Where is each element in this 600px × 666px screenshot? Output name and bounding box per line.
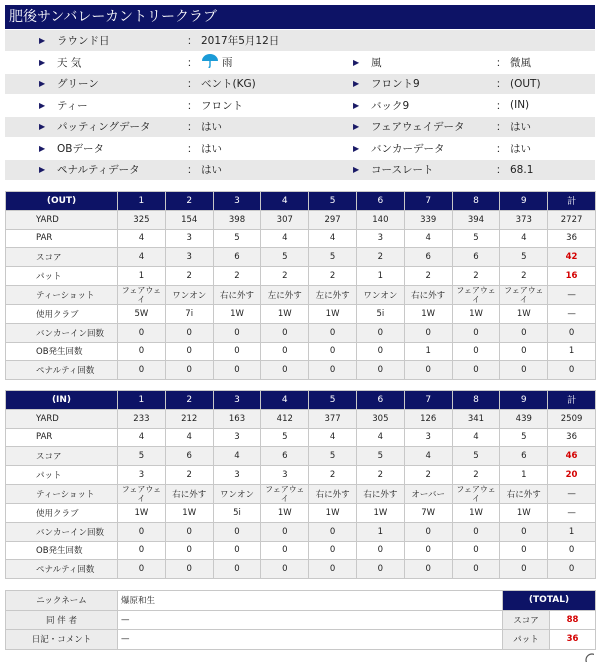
back9-label: バック9	[371, 95, 496, 117]
hole-cell: 1W	[309, 304, 357, 323]
hole-cell: 0	[118, 342, 166, 361]
hole-cell: 右に外す	[309, 484, 357, 503]
bullet-icon: ▶	[353, 95, 371, 117]
hole-cell: 左に外す	[309, 285, 357, 304]
hole-cell: 1W	[261, 304, 309, 323]
hole-cell: 6	[452, 248, 500, 267]
bullet-icon: ▶	[5, 30, 57, 52]
hole-cell: 7W	[404, 503, 452, 522]
hole-cell: 0	[118, 522, 166, 541]
hole-number: 3	[213, 391, 261, 410]
row-label: ペナルティ回数	[6, 361, 118, 380]
hole-cell: 5	[309, 248, 357, 267]
hole-cell: 2	[165, 466, 213, 485]
hole-cell: 1	[404, 342, 452, 361]
hole-number: 5	[309, 192, 357, 211]
hole-cell: 0	[356, 323, 404, 342]
weather-label: 天 気	[57, 52, 187, 74]
hole-cell: 154	[165, 210, 213, 229]
fairway-data-label: フェアウェイデータ	[371, 116, 496, 138]
hole-cell: オーバー	[404, 484, 452, 503]
hole-cell: 0	[165, 323, 213, 342]
hole-cell: 5	[356, 447, 404, 466]
hole-cell: 右に外す	[213, 285, 261, 304]
hole-cell: 0	[261, 560, 309, 579]
hole-cell: 212	[165, 409, 213, 428]
hole-cell: 6	[261, 447, 309, 466]
hole-cell: 0	[452, 323, 500, 342]
hole-cell: 0	[309, 342, 357, 361]
hole-number: 7	[404, 192, 452, 211]
hole-cell: 0	[165, 361, 213, 380]
hole-cell: 0	[261, 522, 309, 541]
hole-cell: 0	[261, 361, 309, 380]
front9-label: フロント9	[371, 73, 496, 95]
row-total: 20	[548, 466, 596, 485]
row-label: OB発生回数	[6, 342, 118, 361]
tee-value: フロント	[201, 95, 353, 117]
table-row	[6, 409, 596, 428]
hole-cell: 2	[356, 466, 404, 485]
round-info-table: ▶ ラウンド日 ： 2017年5月12日 ▶ 天 気 ： 雨 ▶ 風 ： 微風 ▶ グリーン ： ベント(KG) ▶ フロント9 ： (OUT) ▶ ティー ： フロント ▶ バック9 ： (IN) ▶ パッティングデータ ： はい ▶ フェアウェイデータ ： はい ▶ OBデータ ： はい ▶ バンカーデータ ： はい ▶ ペナルティデータ ： はい ▶ コースレート ： 68.1	[5, 30, 595, 181]
row-total: —	[548, 285, 596, 304]
table-row	[6, 541, 596, 560]
hole-cell: 右に外す	[404, 285, 452, 304]
row-total: 36	[548, 229, 596, 248]
hole-cell: 0	[165, 541, 213, 560]
hole-cell: 0	[404, 522, 452, 541]
hole-cell: 3	[261, 466, 309, 485]
hole-cell: 1	[356, 522, 404, 541]
companion-label: 同 伴 者	[6, 610, 118, 630]
putting-data-value: はい	[201, 116, 353, 138]
diary-label: 日記・コメント	[6, 630, 118, 650]
hole-cell: 4	[404, 229, 452, 248]
total-column-header: 計	[548, 391, 596, 410]
hole-cell: 5	[261, 428, 309, 447]
row-total: 16	[548, 267, 596, 286]
hole-number: 5	[309, 391, 357, 410]
hole-cell: 0	[452, 361, 500, 380]
hole-number: 9	[500, 391, 548, 410]
bullet-icon: ▶	[5, 159, 57, 181]
hole-cell: ワンオン	[213, 484, 261, 503]
row-label: パット	[6, 466, 118, 485]
hole-cell: 1	[118, 267, 166, 286]
hole-cell: 5	[500, 428, 548, 447]
hole-cell: 394	[452, 210, 500, 229]
hole-number: 2	[165, 391, 213, 410]
hole-cell: 2	[309, 267, 357, 286]
row-label: OB発生回数	[6, 541, 118, 560]
row-total: 0	[548, 560, 596, 579]
bullet-icon: ▶	[353, 138, 371, 160]
hole-number: 9	[500, 192, 548, 211]
nickname-value: 爆原和生	[118, 591, 503, 611]
hole-cell: 0	[500, 342, 548, 361]
penalty-data-value: はい	[201, 159, 353, 181]
hole-cell: 1W	[500, 304, 548, 323]
table-row	[6, 248, 596, 267]
hole-cell: 4	[165, 428, 213, 447]
hole-cell: 5	[452, 229, 500, 248]
row-label: ペナルティ回数	[6, 560, 118, 579]
row-total: 2509	[548, 409, 596, 428]
hole-cell: 325	[118, 210, 166, 229]
row-label: PAR	[6, 428, 118, 447]
row-total: 0	[548, 323, 596, 342]
hole-cell: 126	[404, 409, 452, 428]
hole-cell: 6	[500, 447, 548, 466]
umbrella-icon	[201, 54, 219, 71]
hole-cell: 0	[118, 560, 166, 579]
course-title: 肥後サンバレーカントリークラブ	[5, 5, 595, 29]
course-rate-value: 68.1	[510, 159, 595, 181]
hole-number: 4	[261, 391, 309, 410]
hole-cell: 0	[213, 560, 261, 579]
hole-cell: 412	[261, 409, 309, 428]
hole-cell: 0	[213, 541, 261, 560]
hole-cell: 0	[309, 323, 357, 342]
hole-cell: ワンオン	[356, 285, 404, 304]
hole-cell: フェアウェイ	[500, 285, 548, 304]
hole-cell: 1W	[261, 503, 309, 522]
bunker-data-value: はい	[510, 138, 595, 160]
hole-cell: 0	[356, 342, 404, 361]
hole-cell: 140	[356, 210, 404, 229]
table-row	[6, 229, 596, 248]
hole-cell: 0	[500, 361, 548, 380]
corner-icon	[584, 647, 594, 657]
hole-cell: 4	[356, 428, 404, 447]
table-row	[6, 323, 596, 342]
in-scorecard	[5, 390, 596, 579]
hole-cell: 4	[118, 229, 166, 248]
hole-cell: 4	[213, 447, 261, 466]
bullet-icon: ▶	[5, 116, 57, 138]
hole-cell: 0	[500, 560, 548, 579]
hole-cell: 0	[165, 522, 213, 541]
row-label: バンカーイン回数	[6, 522, 118, 541]
wind-value: 微風	[510, 52, 595, 74]
table-row	[6, 304, 596, 323]
hole-cell: 1W	[452, 503, 500, 522]
hole-cell: 3	[165, 248, 213, 267]
row-total: 0	[548, 361, 596, 380]
bullet-icon: ▶	[353, 73, 371, 95]
hole-cell: 3	[404, 428, 452, 447]
hole-cell: フェアウェイ	[452, 484, 500, 503]
bullet-icon: ▶	[353, 159, 371, 181]
hole-cell: 0	[118, 323, 166, 342]
fairway-data-value: はい	[510, 116, 595, 138]
hole-cell: 0	[500, 323, 548, 342]
hole-cell: 2	[165, 267, 213, 286]
row-label: 使用クラブ	[6, 503, 118, 522]
hole-cell: 5	[500, 248, 548, 267]
hole-cell: 1W	[165, 503, 213, 522]
row-total: —	[548, 484, 596, 503]
hole-number: 6	[356, 192, 404, 211]
bullet-icon: ▶	[5, 73, 57, 95]
hole-cell: 2	[309, 466, 357, 485]
tee-label: ティー	[57, 95, 187, 117]
hole-cell: フェアウェイ	[261, 484, 309, 503]
hole-cell: 163	[213, 409, 261, 428]
hole-cell: 5	[118, 447, 166, 466]
hole-cell: ワンオン	[165, 285, 213, 304]
hole-cell: 377	[309, 409, 357, 428]
hole-cell: 341	[452, 409, 500, 428]
ob-data-label: OBデータ	[57, 138, 187, 160]
table-row	[6, 503, 596, 522]
hole-cell: 0	[309, 522, 357, 541]
row-label: パット	[6, 267, 118, 286]
hole-cell: 0	[452, 522, 500, 541]
diary-value: —	[118, 630, 503, 650]
hole-cell: 305	[356, 409, 404, 428]
row-label: バンカーイン回数	[6, 323, 118, 342]
hole-cell: 7i	[165, 304, 213, 323]
hole-cell: 右に外す	[165, 484, 213, 503]
row-total: 1	[548, 522, 596, 541]
round-date-value: 2017年5月12日	[201, 30, 353, 52]
bullet-icon: ▶	[5, 138, 57, 160]
row-total: 36	[548, 428, 596, 447]
hole-cell: 5	[213, 229, 261, 248]
table-row	[6, 361, 596, 380]
hole-cell: 2	[356, 248, 404, 267]
hole-cell: 0	[356, 560, 404, 579]
table-row	[6, 466, 596, 485]
hole-cell: 0	[452, 560, 500, 579]
hole-number: 3	[213, 192, 261, 211]
row-label: YARD	[6, 409, 118, 428]
total-putt-value: 36	[550, 630, 596, 650]
hole-number: 4	[261, 192, 309, 211]
row-total: —	[548, 503, 596, 522]
row-total: 46	[548, 447, 596, 466]
hole-cell: 2	[213, 267, 261, 286]
round-date-label: ラウンド日	[57, 30, 187, 52]
bullet-icon: ▶	[5, 52, 57, 74]
hole-number: 8	[452, 192, 500, 211]
hole-cell: 1	[356, 267, 404, 286]
row-total: 42	[548, 248, 596, 267]
hole-cell: 0	[309, 541, 357, 560]
hole-cell: 0	[356, 541, 404, 560]
hole-cell: 右に外す	[500, 484, 548, 503]
hole-cell: 4	[261, 229, 309, 248]
table-row	[6, 342, 596, 361]
wind-label: 風	[371, 52, 496, 74]
hole-cell: 4	[118, 428, 166, 447]
hole-cell: 3	[118, 466, 166, 485]
hole-cell: 1W	[500, 503, 548, 522]
row-label: スコア	[6, 447, 118, 466]
hole-cell: 3	[165, 229, 213, 248]
hole-cell: 0	[213, 323, 261, 342]
nickname-label: ニックネーム	[6, 591, 118, 611]
hole-cell: 2	[404, 466, 452, 485]
total-score-label: スコア	[503, 610, 550, 630]
row-label: ティーショット	[6, 285, 118, 304]
total-header: (TOTAL)	[503, 591, 596, 611]
hole-cell: 1W	[356, 503, 404, 522]
companion-value: —	[118, 610, 503, 630]
row-total: 2727	[548, 210, 596, 229]
hole-cell: フェアウェイ	[452, 285, 500, 304]
green-label: グリーン	[57, 73, 187, 95]
in-header: (IN)	[6, 391, 118, 410]
weather-value: 雨	[201, 52, 353, 74]
hole-cell: 0	[309, 560, 357, 579]
table-row	[6, 484, 596, 503]
hole-cell: 6	[404, 248, 452, 267]
hole-cell: 6	[165, 447, 213, 466]
hole-cell: 3	[213, 428, 261, 447]
hole-cell: 2	[452, 267, 500, 286]
hole-cell: 297	[309, 210, 357, 229]
hole-number: 1	[118, 391, 166, 410]
hole-cell: 307	[261, 210, 309, 229]
table-row	[6, 428, 596, 447]
putting-data-label: パッティングデータ	[57, 116, 187, 138]
table-row	[6, 560, 596, 579]
hole-cell: 2	[500, 267, 548, 286]
table-row	[6, 447, 596, 466]
hole-cell: 2	[261, 267, 309, 286]
hole-cell: 1W	[452, 304, 500, 323]
hole-number: 6	[356, 391, 404, 410]
hole-cell: 0	[404, 361, 452, 380]
row-label: YARD	[6, 210, 118, 229]
penalty-data-label: ペナルティデータ	[57, 159, 187, 181]
round-summary	[5, 590, 596, 650]
hole-cell: 3	[356, 229, 404, 248]
hole-cell: 左に外す	[261, 285, 309, 304]
hole-cell: 0	[165, 342, 213, 361]
hole-cell: 5W	[118, 304, 166, 323]
front9-value: (OUT)	[510, 73, 595, 95]
total-score-value: 88	[550, 610, 596, 630]
hole-cell: 0	[118, 541, 166, 560]
hole-cell: 0	[213, 361, 261, 380]
hole-cell: 1W	[309, 503, 357, 522]
table-row	[6, 285, 596, 304]
hole-cell: 339	[404, 210, 452, 229]
hole-cell: 0	[213, 522, 261, 541]
course-rate-label: コースレート	[371, 159, 496, 181]
hole-cell: 5	[452, 447, 500, 466]
hole-cell: 0	[452, 541, 500, 560]
total-column-header: 計	[548, 192, 596, 211]
hole-cell: 2	[404, 267, 452, 286]
hole-cell: 2	[452, 466, 500, 485]
hole-cell: 0	[404, 323, 452, 342]
hole-number: 7	[404, 391, 452, 410]
bullet-icon: ▶	[5, 95, 57, 117]
back9-value: (IN)	[510, 95, 595, 117]
row-label: ティーショット	[6, 484, 118, 503]
hole-cell: 1W	[213, 304, 261, 323]
bullet-icon: ▶	[353, 52, 371, 74]
row-total: —	[548, 304, 596, 323]
hole-cell: 0	[118, 361, 166, 380]
total-putt-label: パット	[503, 630, 550, 650]
hole-cell: 0	[261, 323, 309, 342]
hole-cell: 右に外す	[356, 484, 404, 503]
hole-cell: 4	[452, 428, 500, 447]
hole-number: 1	[118, 192, 166, 211]
hole-cell: 0	[261, 541, 309, 560]
hole-cell: 0	[356, 361, 404, 380]
hole-number: 2	[165, 192, 213, 211]
bunker-data-label: バンカーデータ	[371, 138, 496, 160]
hole-cell: 0	[309, 361, 357, 380]
hole-cell: 6	[213, 248, 261, 267]
hole-cell: 0	[404, 560, 452, 579]
hole-cell: 4	[309, 428, 357, 447]
hole-cell: 5i	[356, 304, 404, 323]
table-row	[6, 522, 596, 541]
bullet-icon: ▶	[353, 116, 371, 138]
hole-cell: フェアウェイ	[118, 285, 166, 304]
hole-cell: 1W	[404, 304, 452, 323]
hole-cell: 0	[500, 541, 548, 560]
hole-cell: 373	[500, 210, 548, 229]
hole-cell: 4	[309, 229, 357, 248]
hole-cell: 439	[500, 409, 548, 428]
row-label: PAR	[6, 229, 118, 248]
hole-number: 8	[452, 391, 500, 410]
hole-cell: 4	[404, 447, 452, 466]
hole-cell: 3	[213, 466, 261, 485]
hole-cell: 1	[500, 466, 548, 485]
hole-cell: 0	[213, 342, 261, 361]
hole-cell: 1W	[118, 503, 166, 522]
hole-cell: 4	[500, 229, 548, 248]
table-row	[6, 210, 596, 229]
hole-cell: 233	[118, 409, 166, 428]
hole-cell: 5	[309, 447, 357, 466]
hole-cell: 0	[452, 342, 500, 361]
hole-cell: 0	[165, 560, 213, 579]
row-label: 使用クラブ	[6, 304, 118, 323]
ob-data-value: はい	[201, 138, 353, 160]
row-total: 0	[548, 541, 596, 560]
out-scorecard	[5, 191, 596, 380]
table-row	[6, 267, 596, 286]
row-label: スコア	[6, 248, 118, 267]
green-value: ベント(KG)	[201, 73, 353, 95]
hole-cell: 0	[500, 522, 548, 541]
row-total: 1	[548, 342, 596, 361]
hole-cell: 0	[261, 342, 309, 361]
hole-cell: 5	[261, 248, 309, 267]
hole-cell: 0	[404, 541, 452, 560]
hole-cell: 5i	[213, 503, 261, 522]
hole-cell: 398	[213, 210, 261, 229]
out-header: (OUT)	[6, 192, 118, 211]
hole-cell: フェアウェイ	[118, 484, 166, 503]
hole-cell: 4	[118, 248, 166, 267]
